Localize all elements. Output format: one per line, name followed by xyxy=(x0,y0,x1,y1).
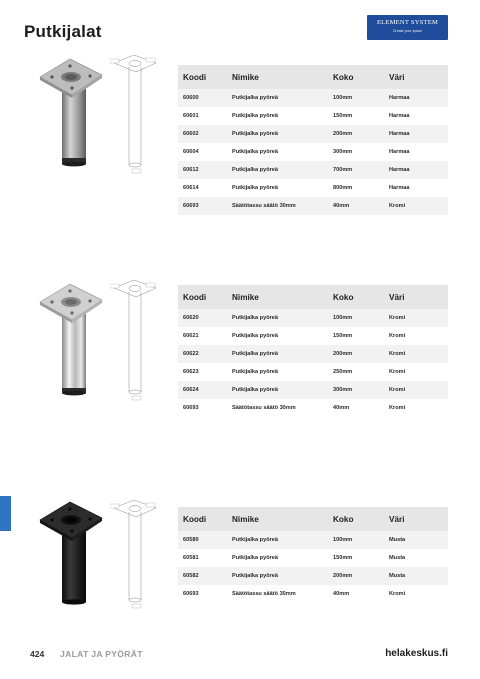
cell-color: Harmaa xyxy=(384,143,448,161)
cell-code: 60620 xyxy=(178,309,227,327)
table-row xyxy=(178,399,448,417)
cell-color: Kromi xyxy=(384,381,448,399)
table-header-row xyxy=(178,285,448,309)
header-name: Nimike xyxy=(227,285,328,309)
cell-name: Säätötassu säätö 30mm xyxy=(227,585,328,603)
brand-name: ELEMENT SYSTEM xyxy=(376,19,439,26)
table-row xyxy=(178,345,448,363)
cell-color: Harmaa xyxy=(384,89,448,107)
cell-color: Musta xyxy=(384,549,448,567)
brand-tagline: Create your space xyxy=(392,29,423,33)
section-footer-title: JALAT JA PYÖRÄT xyxy=(60,649,143,659)
cell-name: Putkijalka pyöreä xyxy=(227,531,328,549)
cell-code: 60621 xyxy=(178,327,227,345)
cell-size: 200mm xyxy=(328,567,384,585)
black-tube-leg-image xyxy=(30,500,110,620)
spec-table-black xyxy=(178,507,448,603)
cell-name: Putkijalka pyöreä xyxy=(227,89,328,107)
cell-code: 60582 xyxy=(178,567,227,585)
cell-name: Putkijalka pyöreä xyxy=(227,381,328,399)
cell-size: 100mm xyxy=(328,309,384,327)
table-row xyxy=(178,107,448,125)
cell-code: 60624 xyxy=(178,381,227,399)
cell-color: Kromi xyxy=(384,309,448,327)
cell-code: 60612 xyxy=(178,161,227,179)
cell-name: Putkijalka pyöreä xyxy=(227,567,328,585)
header-color: Väri xyxy=(384,285,448,309)
cell-color: Kromi xyxy=(384,345,448,363)
header-color: Väri xyxy=(384,507,448,531)
header-color: Väri xyxy=(384,65,448,89)
cell-size: 250mm xyxy=(328,363,384,381)
table-row xyxy=(178,327,448,345)
header-name: Nimike xyxy=(227,65,328,89)
product-section-grey xyxy=(30,55,450,215)
grey-tube-leg-image xyxy=(30,55,110,175)
cell-color: Kromi xyxy=(384,197,448,215)
cell-name: Putkijalka pyöreä xyxy=(227,125,328,143)
cell-color: Kromi xyxy=(384,585,448,603)
cell-color: Harmaa xyxy=(384,107,448,125)
cell-name: Putkijalka pyöreä xyxy=(227,143,328,161)
table-row xyxy=(178,363,448,381)
page-title: Putkijalat xyxy=(24,22,102,41)
table-row xyxy=(178,381,448,399)
cell-size: 200mm xyxy=(328,345,384,363)
cell-name: Putkijalka pyöreä xyxy=(227,179,328,197)
table-row xyxy=(178,89,448,107)
cell-color: Kromi xyxy=(384,399,448,417)
cell-color: Musta xyxy=(384,567,448,585)
cell-size: 300mm xyxy=(328,381,384,399)
table-row xyxy=(178,549,448,567)
chrome-tube-leg-image xyxy=(30,280,110,400)
cell-color: Harmaa xyxy=(384,179,448,197)
table-row xyxy=(178,309,448,327)
header-size: Koko xyxy=(328,65,384,89)
cell-code: 60601 xyxy=(178,107,227,125)
cell-color: Harmaa xyxy=(384,125,448,143)
cell-size: 100mm xyxy=(328,531,384,549)
cell-code: 60614 xyxy=(178,179,227,197)
cell-code: 60693 xyxy=(178,399,227,417)
cell-size: 100mm xyxy=(328,89,384,107)
cell-size: 200mm xyxy=(328,125,384,143)
spec-table-chrome xyxy=(178,285,448,417)
cell-size: 40mm xyxy=(328,197,384,215)
cell-size: 40mm xyxy=(328,585,384,603)
cell-color: Kromi xyxy=(384,363,448,381)
header-code: Koodi xyxy=(178,285,227,309)
cell-size: 800mm xyxy=(328,179,384,197)
cell-name: Putkijalka pyöreä xyxy=(227,309,328,327)
header-name: Nimike xyxy=(227,507,328,531)
cell-color: Musta xyxy=(384,531,448,549)
table-header-row xyxy=(178,65,448,89)
cell-code: 60622 xyxy=(178,345,227,363)
cell-color: Kromi xyxy=(384,327,448,345)
cell-code: 60602 xyxy=(178,125,227,143)
cell-code: 60580 xyxy=(178,531,227,549)
cell-code: 60600 xyxy=(178,89,227,107)
cell-code: 60623 xyxy=(178,363,227,381)
table-row xyxy=(178,143,448,161)
header-size: Koko xyxy=(328,507,384,531)
brand-logo xyxy=(367,15,448,40)
cell-code: 60581 xyxy=(178,549,227,567)
cell-size: 150mm xyxy=(328,549,384,567)
cell-size: 300mm xyxy=(328,143,384,161)
cell-name: Putkijalka pyöreä xyxy=(227,363,328,381)
cell-name: Putkijalka pyöreä xyxy=(227,549,328,567)
product-section-chrome xyxy=(30,280,450,440)
chapter-side-tab xyxy=(0,496,11,531)
cell-name: Säätötassu säätö 30mm xyxy=(227,399,328,417)
website-link[interactable]: helakeskus.fi xyxy=(385,648,448,659)
cell-code: 60604 xyxy=(178,143,227,161)
product-section-black xyxy=(30,500,450,660)
header-size: Koko xyxy=(328,285,384,309)
table-row xyxy=(178,179,448,197)
spec-table-grey xyxy=(178,65,448,215)
cell-name: Putkijalka pyöreä xyxy=(227,161,328,179)
table-row xyxy=(178,531,448,549)
cell-size: 40mm xyxy=(328,399,384,417)
cell-name: Putkijalka pyöreä xyxy=(227,107,328,125)
table-row xyxy=(178,125,448,143)
cell-name: Putkijalka pyöreä xyxy=(227,327,328,345)
table-row xyxy=(178,197,448,215)
header-code: Koodi xyxy=(178,507,227,531)
cell-name: Putkijalka pyöreä xyxy=(227,345,328,363)
cell-color: Harmaa xyxy=(384,161,448,179)
page-number: 424 xyxy=(30,649,45,659)
table-row xyxy=(178,585,448,603)
table-row xyxy=(178,567,448,585)
cell-size: 700mm xyxy=(328,161,384,179)
cell-size: 150mm xyxy=(328,327,384,345)
cell-size: 150mm xyxy=(328,107,384,125)
header-code: Koodi xyxy=(178,65,227,89)
table-header-row xyxy=(178,507,448,531)
cell-name: Säätötassu säätö 30mm xyxy=(227,197,328,215)
table-row xyxy=(178,161,448,179)
cell-code: 60693 xyxy=(178,585,227,603)
cell-code: 60693 xyxy=(178,197,227,215)
